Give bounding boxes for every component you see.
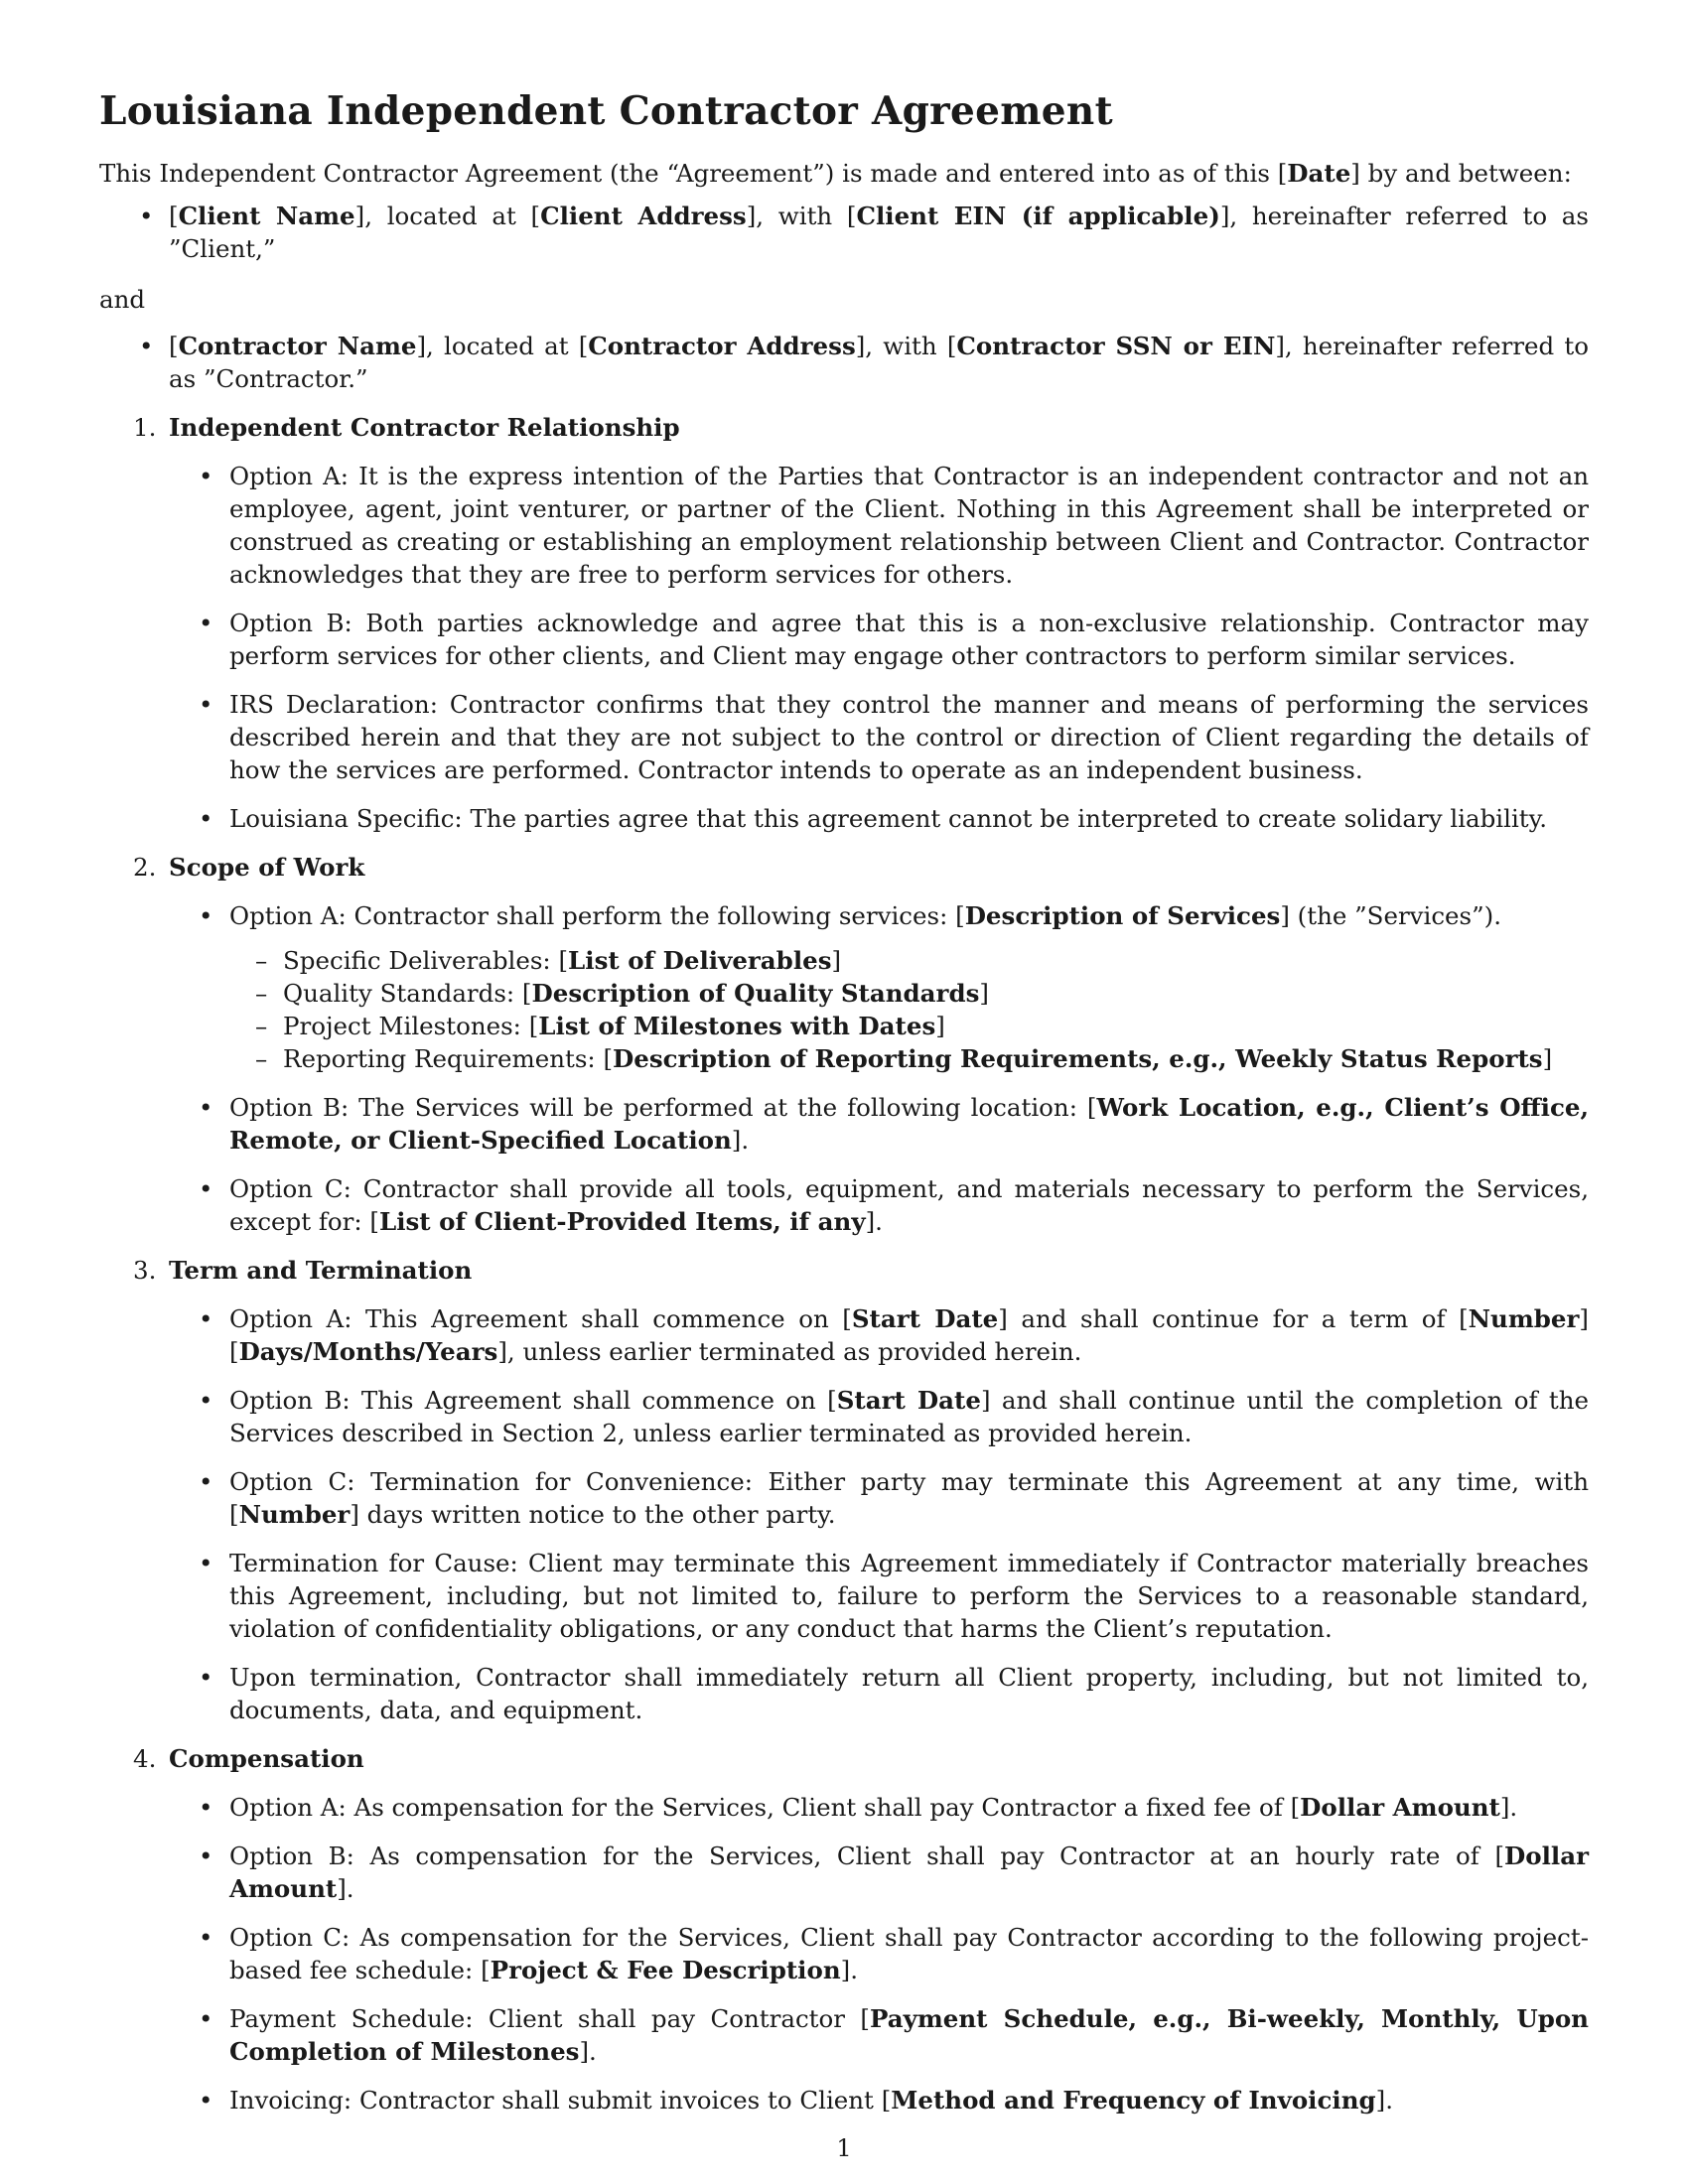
placeholder: Method and Frequency of Invoicing: [891, 2086, 1376, 2115]
placeholder: Description of Reporting Requirements, e.g., Weekly Status Reports: [613, 1044, 1543, 1073]
section-number: 1.: [133, 413, 157, 442]
option-item: • Payment Schedule: Client shall pay Contractor [Payment Schedule, e.g., Bi-weekly, Monthly, Upon Completion of Milestones].: [169, 2002, 1589, 2068]
placeholder: Work Location, e.g., Client’s Office, Remote, or Client-Specified Location: [229, 1093, 1589, 1155]
placeholder: Description of Quality Standards: [531, 979, 980, 1008]
client-address-placeholder: Client Address: [540, 202, 747, 230]
section-title: Term and Termination: [169, 1256, 473, 1285]
document-title: Louisiana Independent Contractor Agreement: [99, 88, 1113, 134]
option-item: • IRS Declaration: Contractor confirms that they control the manner and means of performing the services described herein and that they are not subject to the control or direction of Client regarding the details of how the services are performed. Contractor intends to operate as an independent business.: [169, 688, 1589, 786]
option-item: • Option C: Contractor shall provide all tools, equipment, and materials necessary to perform the Services, except for: [List of Client-Provided Items, if any].: [169, 1172, 1589, 1238]
section-title: Compensation: [169, 1744, 364, 1773]
sub-item: – Project Milestones: [List of Milestones with Dates]: [229, 1010, 1589, 1042]
client-ein-placeholder: Client EIN (if applicable): [856, 202, 1220, 230]
and-connector: and: [99, 285, 146, 314]
section-number: 2.: [133, 853, 157, 882]
section-relationship: [99, 411, 1589, 835]
option-item: • Option C: Termination for Convenience: Either party may terminate this Agreement at any time, with [Number] days written notice to the other party.: [169, 1465, 1589, 1531]
placeholder: Project & Fee Description: [490, 1956, 841, 1984]
sub-item: – Quality Standards: [Description of Quality Standards]: [229, 977, 1589, 1010]
option-item: • Louisiana Specific: The parties agree that this agreement cannot be interpreted to create solidary liability.: [169, 802, 1589, 835]
contractor-party-list: [99, 330, 1589, 395]
option-item: • Termination for Cause: Client may terminate this Agreement immediately if Contractor materially breaches this Agreement, including, but not limited to, failure to perform the Services to a reasonable standard, violation of confidentiality obligations, or any conduct that harms the Client’s reputation.: [169, 1547, 1589, 1645]
client-party-item: • [Client Name], located at [Client Address], with [Client EIN (if applicable)], hereinafter referred to as ”Client,”: [99, 200, 1589, 265]
option-item: • Option A: Contractor shall perform the following services: [Description of Services] (the ”Services”). – Specific Deliverables: [List of Deliverables] – Quality Standards: [Description of Quality Standards] – Project Milestones: [List of Milestones with Dates] – Reporting Requirements: [Description of Reporting Requirements, e.g., Weekly Status Reports]: [169, 899, 1589, 1075]
section-term-and-termination: [99, 1254, 1589, 1726]
section-title: Scope of Work: [169, 853, 365, 882]
deliverables-sublist: [229, 944, 1589, 1075]
contractor-party-item: • [Contractor Name], located at [Contractor Address], with [Contractor SSN or EIN], hereinafter referred to as ”Contractor.”: [99, 330, 1589, 395]
section-compensation: [99, 1742, 1589, 2116]
option-item: • Option B: Both parties acknowledge and agree that this is a non-exclusive relationship. Contractor may perform services for other clients, and Client may engage other contractors to perform similar services.: [169, 607, 1589, 672]
placeholder: Payment Schedule, e.g., Bi-weekly, Monthly, Upon Completion of Milestones: [229, 2004, 1589, 2066]
placeholder: List of Deliverables: [568, 946, 832, 975]
placeholder: Dollar Amount: [1300, 1793, 1500, 1822]
client-name-placeholder: Client Name: [178, 202, 355, 230]
section-number: 4.: [133, 1744, 157, 1773]
section-number: 3.: [133, 1256, 157, 1285]
placeholder: List of Milestones with Dates: [538, 1012, 936, 1040]
option-item: • Option B: As compensation for the Services, Client shall pay Contractor at an hourly rate of [Dollar Amount].: [169, 1840, 1589, 1905]
placeholder: Number: [238, 1500, 351, 1529]
placeholder: Start Date: [851, 1304, 999, 1333]
placeholder: Start Date: [836, 1386, 981, 1415]
section-options: [169, 460, 1589, 835]
option-item: • Option B: This Agreement shall commence on [Start Date] and shall continue until the completion of the Services described in Section 2, unless earlier terminated as provided herein.: [169, 1384, 1589, 1449]
document-page: [99, 0, 1589, 2132]
option-item: • Option A: This Agreement shall commence on [Start Date] and shall continue for a term of [Number] [Days/Months/Years], unless earlier terminated as provided herein.: [169, 1302, 1589, 1368]
contractor-name-placeholder: Contractor Name: [178, 332, 417, 360]
placeholder: Days/Months/Years: [238, 1337, 498, 1366]
section-options: [169, 899, 1589, 1238]
option-item: • Upon termination, Contractor shall immediately return all Client property, including, but not limited to, documents, data, and equipment.: [169, 1661, 1589, 1726]
contractor-address-placeholder: Contractor Address: [588, 332, 856, 360]
placeholder: List of Client-Provided Items, if any: [378, 1207, 866, 1236]
option-item: • Option A: It is the express intention of the Parties that Contractor is an independent contractor and not an employee, agent, joint venturer, or partner of the Client. Nothing in this Agreement shall be interpreted or construed as creating or establishing an employment relationship between Client and Contractor. Contractor acknowledges that they are free to perform services for others.: [169, 460, 1589, 591]
section-options: [169, 1791, 1589, 2116]
sections-list: [99, 411, 1589, 2116]
contractor-id-placeholder: Contractor SSN or EIN: [956, 332, 1276, 360]
client-party-list: [99, 200, 1589, 265]
option-item: • Invoicing: Contractor shall submit invoices to Client [Method and Frequency of Invoicing].: [169, 2084, 1589, 2116]
option-item: • Option A: As compensation for the Services, Client shall pay Contractor a fixed fee of [Dollar Amount].: [169, 1791, 1589, 1824]
sub-item: – Reporting Requirements: [Description of Reporting Requirements, e.g., Weekly Status Reports]: [229, 1042, 1589, 1075]
placeholder: Dollar Amount: [229, 1842, 1589, 1903]
date-placeholder: Date: [1287, 159, 1351, 188]
intro-paragraph: This Independent Contractor Agreement (the “Agreement”) is made and entered into as of this [Date] by and between:: [99, 159, 1572, 188]
section-title: Independent Contractor Relationship: [169, 413, 680, 442]
option-item: • Option C: As compensation for the Services, Client shall pay Contractor according to the following project-based fee schedule: [Project & Fee Description].: [169, 1921, 1589, 1986]
section-scope-of-work: [99, 851, 1589, 1238]
sub-item: – Specific Deliverables: [List of Deliverables]: [229, 944, 1589, 977]
section-options: [169, 1302, 1589, 1726]
option-item: • Option B: The Services will be performed at the following location: [Work Location, e.g., Client’s Office, Remote, or Client-Specified Location].: [169, 1091, 1589, 1157]
placeholder: Number: [1468, 1304, 1580, 1333]
placeholder: Description of Services: [964, 901, 1281, 930]
page-number: 1: [836, 2134, 852, 2162]
